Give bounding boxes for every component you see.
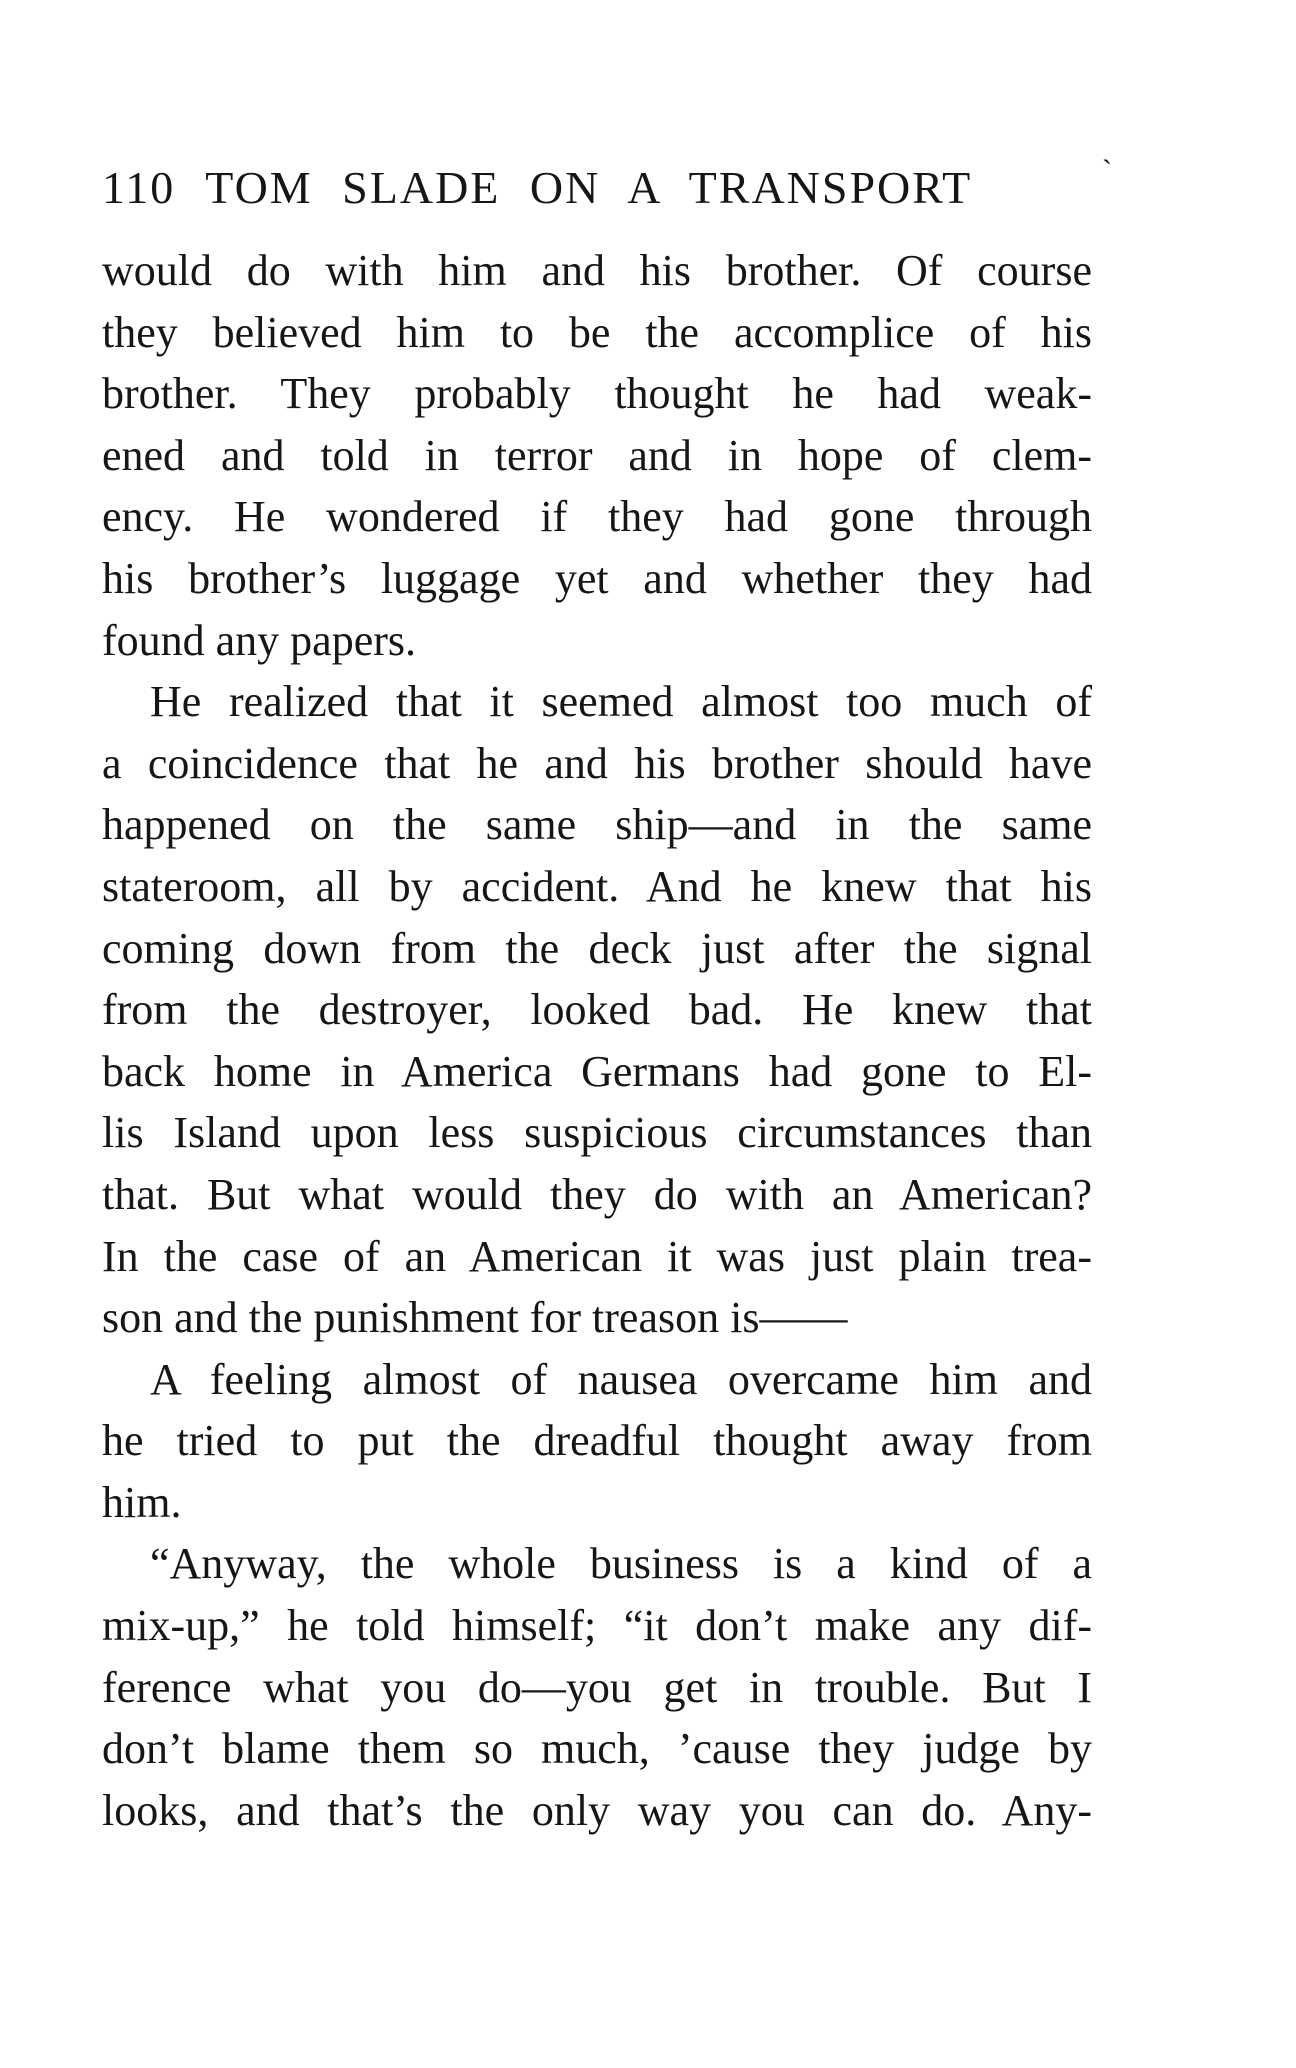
- text-line: he tried to put the dreadful thought away from: [102, 1416, 1092, 1466]
- text-line: would do with him and his brother. Of course: [102, 246, 1092, 295]
- text-line: a coincidence that he and his brother should have: [102, 738, 1092, 788]
- text-line: ened and told in terror and in hope of clem-: [102, 430, 1092, 480]
- running-header: [102, 152, 1102, 224]
- running-title: TOM SLADE ON A TRANSPORT: [205, 162, 973, 213]
- text-line: mix-up,” he told himself; “it don’t make any dif-: [102, 1601, 1092, 1651]
- text-line: He realized that it seemed almost too much of: [150, 677, 1092, 727]
- text-line: lis Island upon less suspicious circumstances than: [102, 1108, 1092, 1158]
- text-line: that. But what would they do with an American?: [102, 1169, 1092, 1219]
- text-line: coming down from the deck just after the signal: [102, 923, 1092, 973]
- text-line: brother. They probably thought he had weak-: [102, 369, 1092, 419]
- text-line: looks, and that’s the only way you can do. Any-: [102, 1785, 1092, 1835]
- text-line: back home in America Germans had gone to El-: [102, 1046, 1092, 1096]
- page-number: 110: [102, 162, 176, 213]
- print-mark: `: [1102, 154, 1112, 187]
- text-line: ference what you do—you get in trouble. But I: [102, 1662, 1092, 1712]
- text-line: In the case of an American it was just plain trea-: [102, 1231, 1092, 1281]
- text-line: happened on the same ship—and in the same: [102, 800, 1092, 850]
- text-line: son and the punishment for treason is——: [102, 1293, 848, 1343]
- text-line: A feeling almost of nausea overcame him and: [150, 1354, 1092, 1404]
- text-line: don’t blame them so much, ’cause they judge by: [102, 1724, 1092, 1774]
- text-line: they believed him to be the accomplice of his: [102, 307, 1092, 357]
- text-line: from the destroyer, looked bad. He knew that: [102, 985, 1092, 1035]
- body-text: [102, 240, 1092, 1841]
- text-line: found any papers.: [102, 615, 417, 665]
- text-line: him.: [102, 1477, 182, 1527]
- text-line: ency. He wondered if they had gone through: [102, 492, 1092, 542]
- text-line: his brother’s luggage yet and whether they had: [102, 553, 1092, 603]
- text-line: “Anyway, the whole business is a kind of a: [150, 1539, 1092, 1589]
- text-line: stateroom, all by accident. And he knew that his: [102, 861, 1092, 911]
